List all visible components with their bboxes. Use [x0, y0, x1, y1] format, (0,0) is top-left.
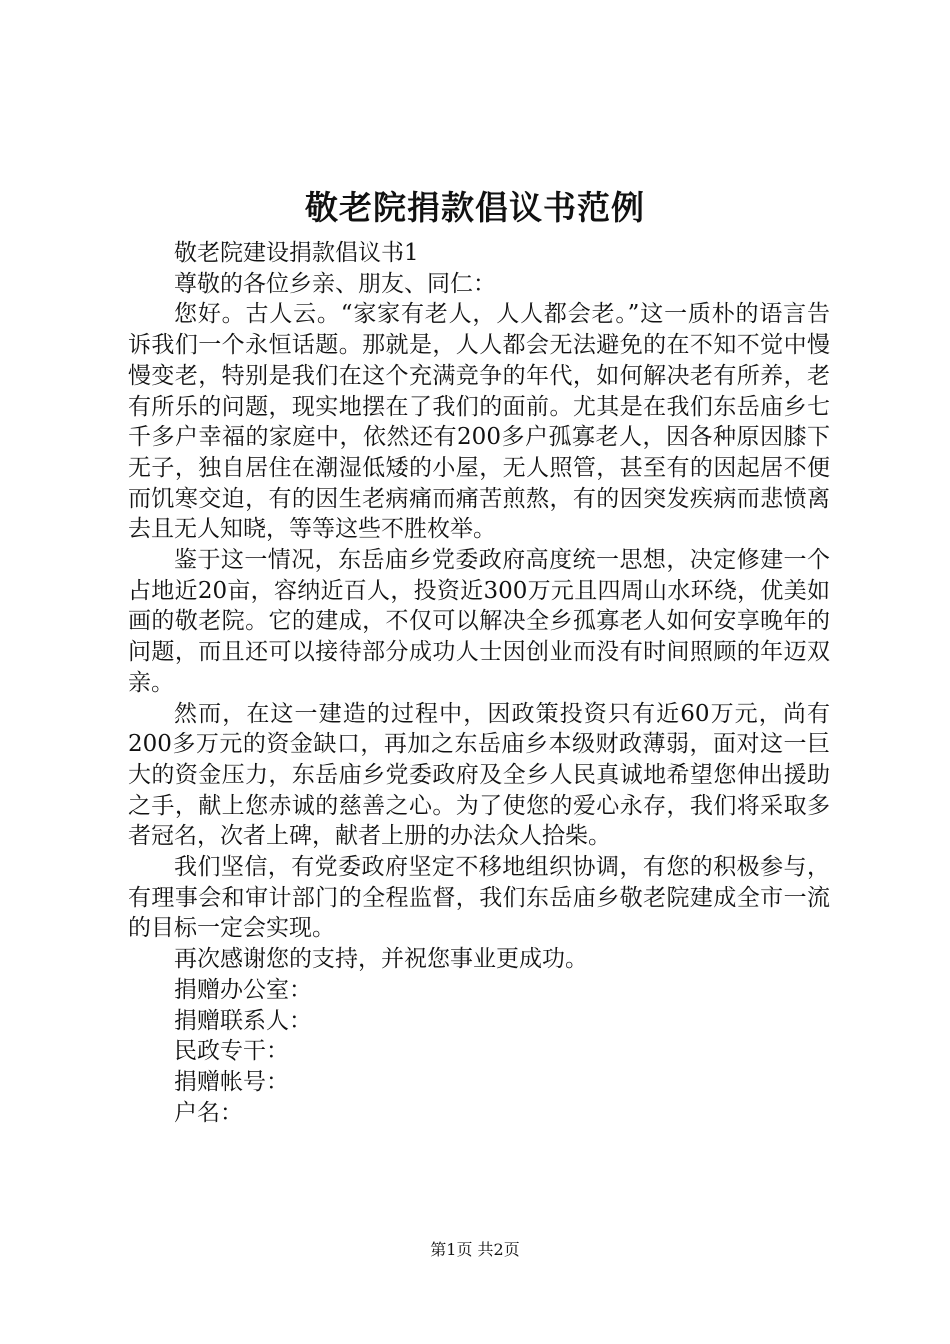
paragraph-plan: 鉴于这一情况，东岳庙乡党委政府高度统一思想，决定修建一个占地近20亩，容纳近百人，投资近300万元且四周山水环绕，优美如画的敬老院。它的建成，不仅可以解决全乡孤寡老人如何安享晚年的问题，而且还可以接待部分成功人士因创业而没有时间照顾的年迈双亲。	[128, 547, 830, 696]
document-title: 敬老院捐款倡议书范例	[305, 188, 645, 227]
salutation: 尊敬的各位乡亲、朋友、同仁：	[174, 270, 496, 297]
donation-account-label: 捐赠帐号：	[174, 1068, 289, 1095]
paragraph-belief: 我们坚信，有党委政府坚定不移地组织协调，有您的积极参与，有理事会和审计部门的全程监督，我们东岳庙乡敬老院建成全市一流的目标一定会实现。	[128, 854, 830, 942]
civil-affairs-officer-label: 民政专干：	[174, 1038, 289, 1065]
account-name-label: 户名：	[174, 1099, 243, 1126]
closing-thanks: 再次感谢您的支持，并祝您事业更成功。	[174, 946, 588, 973]
page-number: 第1页 共2页	[430, 1240, 520, 1259]
document-body	[128, 238, 830, 1128]
paragraph-intro: 您好。古人云。“家家有老人，人人都会老。”这一质朴的语言告诉我们一个永恒话题。那就是，人人都会无法避免的在不知不觉中慢慢变老，特别是我们在这个充满竞争的年代，如何解决老有所养，老有所乐的问题，现实地摆在了我们的面前。尤其是在我们东岳庙乡七千多户幸福的家庭中，依然还有200多户孤寡老人，因各种原因膝下无子，独自居住在潮湿低矮的小屋，无人照管，甚至有的因起居不便而饥寒交迫，有的因生老病痛而痛苦煎熬，有的因突发疾病而悲愤离去且无人知晓，等等这些不胜枚举。	[128, 301, 830, 543]
paragraph-funding: 然而，在这一建造的过程中，因政策投资只有近60万元，尚有200多万元的资金缺口，再加之东岳庙乡本级财政薄弱，面对这一巨大的资金压力，东岳庙乡党委政府及全乡人民真诚地希望您伸出援助之手，献上您赤诚的慈善之心。为了使您的爱心永存，我们将采取多者冠名，次者上碑，献者上册的办法众人拾柴。	[128, 700, 830, 850]
donation-office-label: 捐赠办公室：	[174, 976, 312, 1003]
heading-line: 敬老院建设捐款倡议书1	[174, 240, 419, 266]
donation-contact-label: 捐赠联系人：	[174, 1007, 312, 1034]
